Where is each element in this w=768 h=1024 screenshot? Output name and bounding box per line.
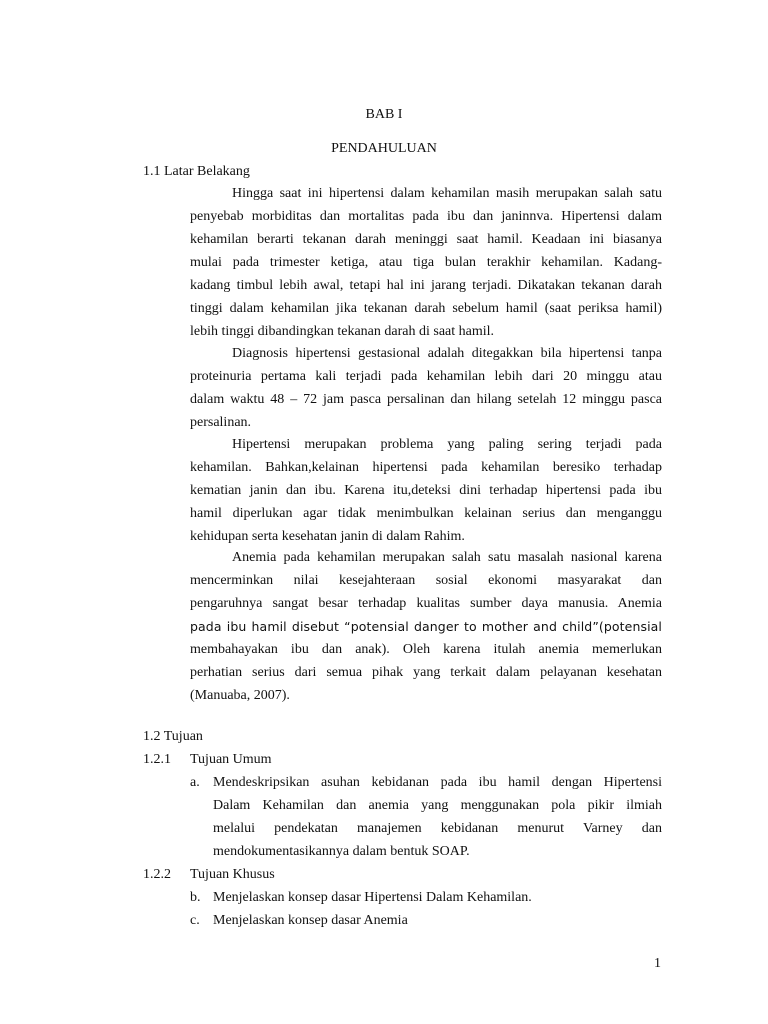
paragraph-line: (Manuaba, 2007).	[190, 688, 290, 703]
list-item-line: mendokumentasikannya dalam bentuk SOAP.	[213, 844, 470, 859]
paragraph-line: pengaruhnya sangat besar terhadap kualitas sumber daya manusia. Anemia	[190, 596, 662, 611]
paragraph-line: Anemia pada kehamilan merupakan salah satu masalah nasional karena	[232, 550, 662, 565]
list-item-line: melalui pendekatan manajemen kebidanan menurut Varney dan	[213, 821, 662, 836]
paragraph-line: Diagnosis hipertensi gestasional adalah ditegakkan bila hipertensi tanpa	[232, 346, 662, 361]
paragraph-line: mulai pada trimester ketiga, atau tiga bulan terakhir kehamilan. Kadang-	[190, 255, 662, 270]
subsection-title-tujuan-umum: Tujuan Umum	[190, 752, 272, 767]
list-item-c: Menjelaskan konsep dasar Anemia	[213, 913, 408, 928]
section-heading-tujuan: 1.2 Tujuan	[143, 729, 203, 744]
list-marker-a: a.	[190, 775, 200, 790]
paragraph-line: penyebab morbiditas dan mortalitas pada ibu dan janinnva. Hipertensi dalam	[190, 209, 662, 224]
paragraph-line: tinggi dalam kehamilan jika tekanan darah sebelum hamil (saat periksa hamil)	[190, 301, 662, 316]
paragraph-line: proteinuria pertama kali terjadi pada kehamilan lebih dari 20 minggu atau	[190, 369, 662, 384]
paragraph-line: perhatian serius dari semua pihak yang terkait dalam pelayanan kesehatan	[190, 665, 662, 680]
chapter-label: BAB I	[365, 107, 403, 122]
page-number: 1	[654, 956, 661, 971]
list-item-b: Menjelaskan konsep dasar Hipertensi Dalam Kehamilan.	[213, 890, 532, 905]
list-item-line: Dalam Kehamilan dan anemia yang menggunakan pola pikir ilmiah	[213, 798, 662, 813]
paragraph-line: membahayakan ibu dan anak). Oleh karena itulah anemia memerlukan	[190, 642, 662, 657]
subsection-title-tujuan-khusus: Tujuan Khusus	[190, 867, 275, 882]
paragraph-line: Hipertensi merupakan problema yang paling sering terjadi pada	[232, 437, 662, 452]
paragraph-line: kehamilan. Bahkan,kelainan hipertensi pada kehamilan beresiko terhadap	[190, 460, 662, 475]
paragraph-line: kadang timbul lebih awal, tetapi hal ini jarang terjadi. Dikatakan tekanan darah	[190, 278, 662, 293]
paragraph-line: dalam waktu 48 – 72 jam pasca persalinan dan hilang setelah 12 minggu pasca	[190, 392, 662, 407]
subsection-number-1-2-1: 1.2.1	[143, 752, 171, 767]
paragraph-line: Hingga saat ini hipertensi dalam kehamilan masih merupakan salah satu	[232, 186, 662, 201]
paragraph-line: pada ibu hamil disebut “potensial danger to mother and child”(potensial	[190, 619, 662, 634]
section-heading-latar-belakang: 1.1 Latar Belakang	[143, 164, 250, 179]
paragraph-line: mencerminkan nilai kesejahteraan sosial ekonomi masyarakat dan	[190, 573, 662, 588]
paragraph-line: kehidupan serta kesehatan janin di dalam Rahim.	[190, 529, 465, 544]
paragraph-line: persalinan.	[190, 415, 252, 430]
subsection-number-1-2-2: 1.2.2	[143, 867, 171, 882]
paragraph-line: hamil diperlukan agar tidak menimbulkan kelainan serius dan menganggu	[190, 506, 662, 521]
list-marker-b: b.	[190, 890, 201, 905]
paragraph-line: kematian janin dan ibu. Karena itu,deteksi dini terhadap hipertensi pada ibu	[190, 483, 662, 498]
list-marker-c: c.	[190, 913, 200, 928]
paragraph-line: kehamilan berarti tekanan darah meninggi saat hamil. Keadaan ini biasanya	[190, 232, 662, 247]
paragraph-line: lebih tinggi dibandingkan tekanan darah di saat hamil.	[190, 324, 495, 339]
list-item-line: Mendeskripsikan asuhan kebidanan pada ibu hamil dengan Hipertensi	[213, 775, 662, 790]
chapter-title: PENDAHULUAN	[331, 141, 437, 156]
